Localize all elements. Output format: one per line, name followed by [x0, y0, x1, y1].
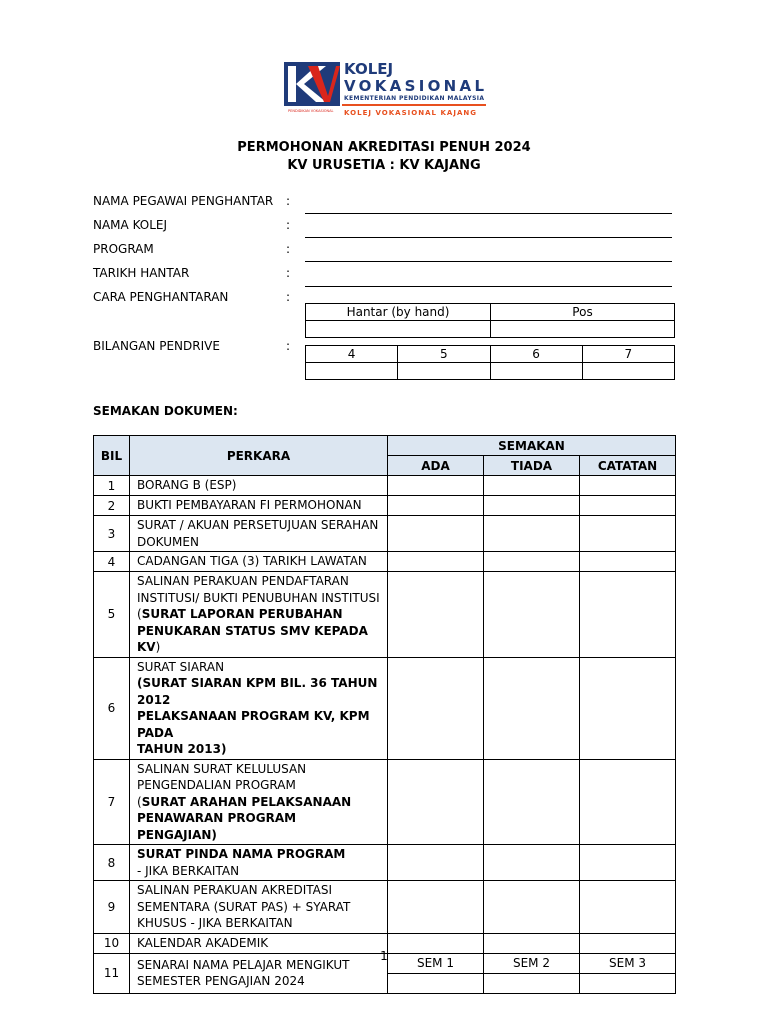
colon: : [286, 194, 291, 208]
row-bil: 1 [94, 476, 130, 496]
check-ada[interactable] [388, 881, 484, 934]
row-perkara: KALENDAR AKADEMIK [130, 933, 388, 953]
kv-emblem-icon [282, 56, 494, 126]
row-perkara: SURAT SIARAN (SURAT SIARAN KPM BIL. 36 TAHUN 2012 PELAKSANAAN PROGRAM KV, KPM PADA TAHUN 2013) [130, 657, 388, 759]
row-perkara: SENARAI NAMA PELAJAR MENGIKUT SEMESTER PENGAJIAN 2024 [130, 953, 388, 993]
row-bil: 3 [94, 516, 130, 552]
sem-label: SEM 1 [388, 953, 484, 973]
check-tiada[interactable] [484, 845, 580, 881]
delivery-check-pos[interactable] [491, 321, 675, 338]
logo-campus: KOLEJ VOKASIONAL KAJANG [344, 109, 476, 117]
logo-ministry: KEMENTERIAN PENDIDIKAN MALAYSIA [344, 95, 484, 102]
header-perkara: PERKARA [130, 436, 388, 476]
row-perkara: SURAT / AKUAN PERSETUJUAN SERAHAN DOKUMEN [130, 516, 388, 552]
document-checklist-table [93, 435, 676, 994]
row-bil: 8 [94, 845, 130, 881]
row-bil: 6 [94, 657, 130, 759]
table-row [94, 759, 676, 845]
sem-input[interactable] [484, 973, 580, 993]
sem-label: SEM 2 [484, 953, 580, 973]
check-ada[interactable] [388, 552, 484, 572]
label-bilangan-pendrive: BILANGAN PENDRIVE [93, 339, 220, 353]
input-catatan[interactable] [580, 552, 676, 572]
row-bil: 9 [94, 881, 130, 934]
table-row [94, 657, 676, 759]
pendrive-option: 7 [582, 346, 674, 363]
check-tiada[interactable] [484, 476, 580, 496]
table-row [94, 845, 676, 881]
pendrive-option: 5 [398, 346, 490, 363]
input-tarikh-hantar[interactable] [305, 286, 672, 287]
logo-name: KOLEJ [344, 60, 394, 78]
pendrive-check[interactable] [490, 363, 582, 380]
semakan-heading: SEMAKAN DOKUMEN: [93, 404, 238, 418]
pendrive-check[interactable] [306, 363, 398, 380]
label-program: PROGRAM [93, 242, 154, 256]
row-perkara: SURAT PINDA NAMA PROGRAM - JIKA BERKAITAN [130, 845, 388, 881]
check-tiada[interactable] [484, 759, 580, 845]
check-ada[interactable] [388, 496, 484, 516]
input-catatan[interactable] [580, 759, 676, 845]
page-number: 1 [380, 949, 388, 963]
table-row [94, 516, 676, 552]
input-catatan[interactable] [580, 572, 676, 658]
row-perkara: SALINAN PERAKUAN PENDAFTARAN INSTITUSI/ BUKTI PENUBUHAN INSTITUSI (SURAT LAPORAN PERUBAHAN PENUKARAN STATUS SMV KEPADA KV) [130, 572, 388, 658]
input-catatan[interactable] [580, 476, 676, 496]
pendrive-table [305, 345, 675, 380]
input-nama-pegawai[interactable] [305, 213, 672, 214]
input-catatan[interactable] [580, 845, 676, 881]
colon: : [286, 290, 291, 304]
row-perkara: BUKTI PEMBAYARAN FI PERMOHONAN [130, 496, 388, 516]
label-cara-penghantaran: CARA PENGHANTARAN [93, 290, 229, 304]
doc-subtitle: KV URUSETIA : KV KAJANG [287, 158, 481, 173]
check-tiada[interactable] [484, 496, 580, 516]
label-nama-pegawai: NAMA PEGAWAI PENGHANTAR [93, 194, 274, 208]
input-catatan[interactable] [580, 881, 676, 934]
row-bil: 5 [94, 572, 130, 658]
check-tiada[interactable] [484, 572, 580, 658]
input-program[interactable] [305, 261, 672, 262]
table-row [94, 881, 676, 934]
row-bil: 10 [94, 933, 130, 953]
header-bil: BIL [94, 436, 130, 476]
delivery-check-hand[interactable] [306, 321, 491, 338]
colon: : [286, 242, 291, 256]
check-ada[interactable] [388, 759, 484, 845]
pendrive-option: 4 [306, 346, 398, 363]
svg-text:PENDIDIKAN VOKASIONAL: PENDIDIKAN VOKASIONAL [288, 109, 334, 113]
header-ada: ADA [388, 456, 484, 476]
label-tarikh-hantar: TARIKH HANTAR [93, 266, 190, 280]
check-tiada[interactable] [484, 552, 580, 572]
pendrive-option: 6 [490, 346, 582, 363]
delivery-table [305, 303, 675, 338]
label-nama-kolej: NAMA KOLEJ [93, 218, 168, 232]
check-ada[interactable] [388, 516, 484, 552]
colon: : [286, 218, 291, 232]
row-perkara: BORANG B (ESP) [130, 476, 388, 496]
check-ada[interactable] [388, 845, 484, 881]
input-catatan[interactable] [580, 516, 676, 552]
pendrive-check[interactable] [582, 363, 674, 380]
row-bil: 11 [94, 953, 130, 993]
check-ada[interactable] [388, 657, 484, 759]
colon: : [286, 339, 291, 353]
pendrive-check[interactable] [398, 363, 490, 380]
logo-name2: VOKASIONAL [344, 77, 484, 95]
check-tiada[interactable] [484, 881, 580, 934]
header-semakan: SEMAKAN [388, 436, 676, 456]
sem-label: SEM 3 [580, 953, 676, 973]
input-catatan[interactable] [580, 657, 676, 759]
row-perkara: CADANGAN TIGA (3) TARIKH LAWATAN [130, 552, 388, 572]
table-row [94, 572, 676, 658]
header-catatan: CATATAN [580, 456, 676, 476]
delivery-option-hand: Hantar (by hand) [306, 304, 491, 321]
doc-title: PERMOHONAN AKREDITASI PENUH 2024 [237, 140, 531, 155]
row-perkara: SALINAN PERAKUAN AKREDITASI SEMENTARA (SURAT PAS) + SYARAT KHUSUS - JIKA BERKAITAN [130, 881, 388, 934]
row-bil: 2 [94, 496, 130, 516]
table-row [94, 552, 676, 572]
table-row [94, 476, 676, 496]
input-catatan[interactable] [580, 496, 676, 516]
check-tiada[interactable] [484, 657, 580, 759]
row-perkara: SALINAN SURAT KELULUSAN PENGENDALIAN PROGRAM (SURAT ARAHAN PELAKSANAAN PENAWARAN PROGRAM PENGAJIAN) [130, 759, 388, 845]
input-nama-kolej[interactable] [305, 237, 672, 238]
check-ada[interactable] [388, 572, 484, 658]
header-tiada: TIADA [484, 456, 580, 476]
sem-input[interactable] [580, 973, 676, 993]
row-bil: 7 [94, 759, 130, 845]
kv-logo [282, 56, 494, 126]
check-tiada[interactable] [484, 516, 580, 552]
row-bil: 4 [94, 552, 130, 572]
delivery-option-pos: Pos [491, 304, 675, 321]
check-ada[interactable] [388, 476, 484, 496]
colon: : [286, 266, 291, 280]
sem-input[interactable] [388, 973, 484, 993]
table-row [94, 496, 676, 516]
